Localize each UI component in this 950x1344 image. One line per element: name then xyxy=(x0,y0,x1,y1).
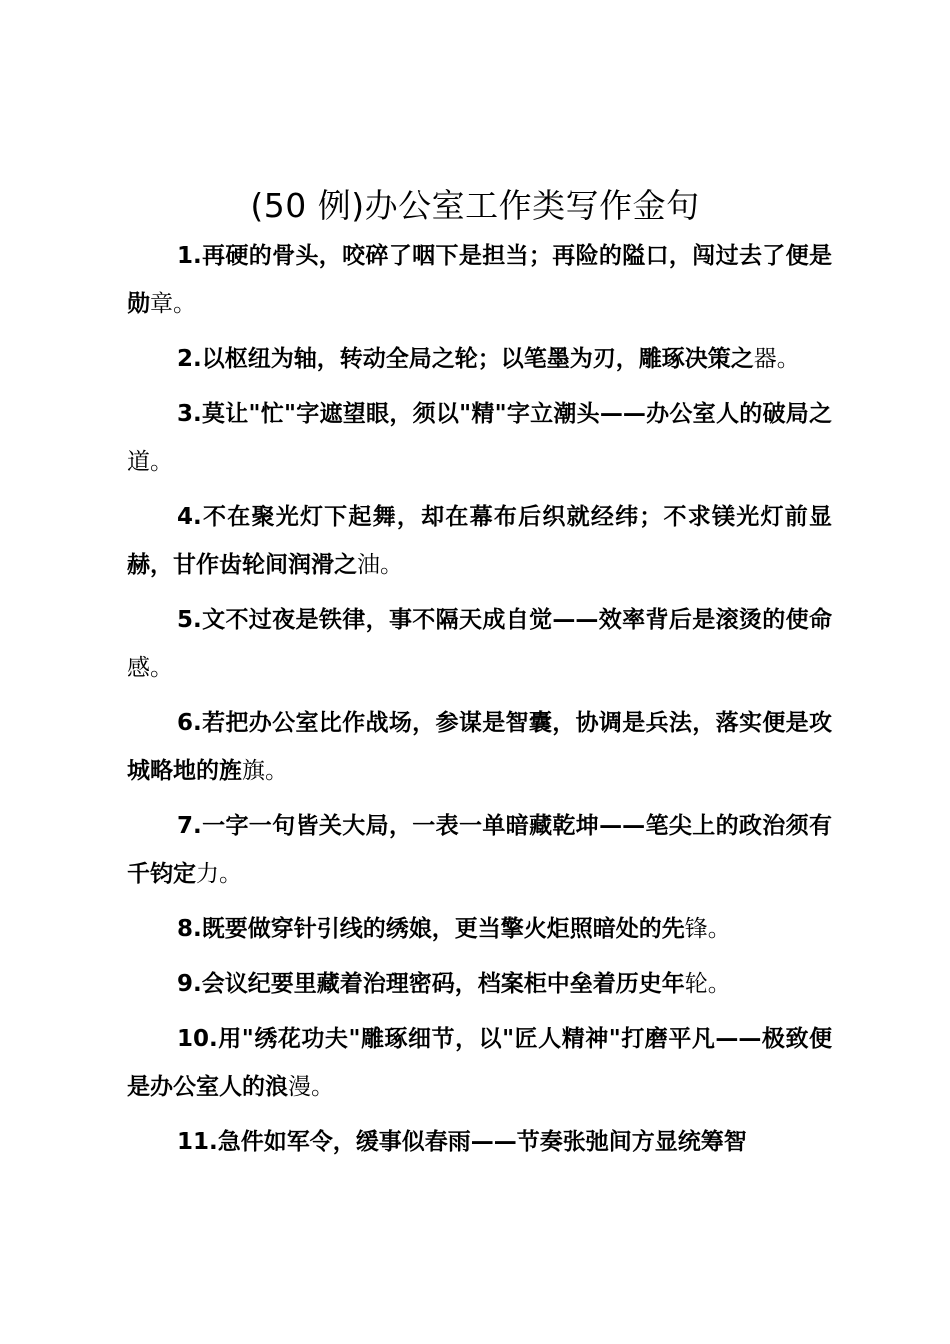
quote-item: 4.不在聚光灯下起舞，却在幕布后织就经纬；不求镁光灯前显赫，甘作齿轮间润滑之油。 xyxy=(127,504,832,578)
quote-item: 1.再硬的骨头，咬碎了咽下是担当；再险的隘口，闯过去了便是勋章。 xyxy=(127,243,832,317)
quote-item: 10.用"绣花功夫"雕琢细节，以"匠人精神"打磨平凡——极致便是办公室人的浪漫。 xyxy=(127,1026,832,1100)
quote-list xyxy=(127,232,832,1173)
quote-item: 7.一字一句皆关大局，一表一单暗藏乾坤——笔尖上的政治须有千钧定力。 xyxy=(127,813,832,887)
document-title: (50 例)办公室工作类写作金句 xyxy=(250,186,700,225)
quote-item: 2.以枢纽为轴，转动全局之轮；以笔墨为刃，雕琢决策之器。 xyxy=(177,346,800,372)
quote-item: 9.会议纪要里藏着治理密码，档案柜中垒着历史年轮。 xyxy=(177,971,731,997)
quote-item: 3.莫让"忙"字遮望眼，须以"精"字立潮头——办公室人的破局之道。 xyxy=(127,401,832,475)
quote-item: 5.文不过夜是铁律，事不隔天成自觉——效率背后是滚烫的使命感。 xyxy=(127,607,832,681)
quote-item: 8.既要做穿针引线的绣娘，更当擎火炬照暗处的先锋。 xyxy=(177,916,731,942)
quote-item: 6.若把办公室比作战场，参谋是智囊，协调是兵法，落实便是攻城略地的旌旗。 xyxy=(127,710,832,784)
quote-item: 11.急件如军令，缓事似春雨——节奏张弛间方显统筹智 xyxy=(177,1129,747,1155)
